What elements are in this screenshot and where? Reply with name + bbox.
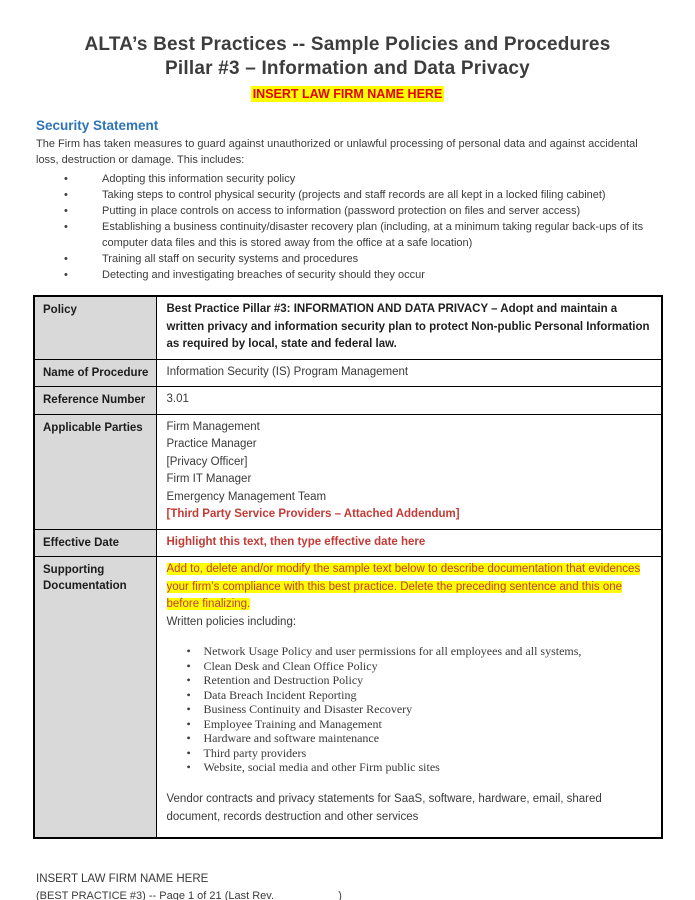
- written-policies-label: Written policies including:: [166, 615, 297, 628]
- row-supporting-documentation: [34, 557, 662, 838]
- document-title: [0, 33, 695, 81]
- policy-bullet-item: • Network Usage Policy and user permissions for all employees and all systems,: [187, 644, 652, 659]
- policy-table: [33, 295, 663, 839]
- row-value-procedure: Information Security (IS) Program Management: [156, 359, 662, 387]
- third-party-note: [Third Party Service Providers – Attached Addendum]: [166, 508, 460, 520]
- party-line: Practice Manager: [166, 438, 257, 450]
- row-applicable-parties: [34, 414, 662, 529]
- row-label-procedure: Name of Procedure: [34, 359, 156, 387]
- title-line-2: Pillar #3 – Information and Data Privacy: [165, 58, 530, 79]
- security-statement-heading: Security Statement: [36, 118, 159, 133]
- policy-bullet-item: • Website, social media and other Firm public sites: [187, 760, 652, 775]
- policy-bullet-item: • Business Continuity and Disaster Recovery: [187, 702, 652, 717]
- bullet-item: • Taking steps to control physical security (projects and staff records are all kept in a locked filing cabinet): [64, 187, 659, 203]
- bullet-item: • Establishing a business continuity/disaster recovery plan (including, at a minimum taking regular back-ups of its computer data files and this is stored away from the office at a safe location): [64, 219, 659, 251]
- party-line: Firm IT Manager: [166, 473, 252, 485]
- footer-page-info: (BEST PRACTICE #3) -- Page 1 of 21 (Last Rev. __________): [36, 889, 342, 900]
- row-value-supporting-documentation: [156, 557, 662, 838]
- policy-bullet-item: • Hardware and software maintenance: [187, 731, 652, 746]
- row-label-reference: Reference Number: [34, 387, 156, 415]
- bullet-item: • Detecting and investigating breaches of security should they occur: [64, 267, 659, 283]
- row-label-supporting-documentation: Supporting Documentation: [34, 557, 156, 838]
- title-line-1: ALTA’s Best Practices -- Sample Policies and Procedures: [84, 34, 611, 55]
- document-footer: [36, 871, 695, 900]
- row-value-reference: 3.01: [156, 387, 662, 415]
- policy-bullet-item: • Data Breach Incident Reporting: [187, 688, 652, 703]
- written-policies-list: [187, 644, 652, 775]
- bullet-item: • Adopting this information security policy: [64, 171, 659, 187]
- highlighted-instruction: Add to, delete and/or modify the sample text below to describe documentation that evidences your firm’s compliance with this best practice. Delete the preceding sentence and this one before finalizing.: [166, 563, 641, 610]
- row-policy: [34, 296, 662, 359]
- vendor-contracts-text: Vendor contracts and privacy statements for SaaS, software, hardware, email, shared document, records destruction and other services: [166, 792, 602, 823]
- bullet-item: • Training all staff on security systems and procedures: [64, 251, 659, 267]
- firm-name-placeholder: INSERT LAW FIRM NAME HERE: [252, 87, 443, 101]
- party-line: Firm Management: [166, 420, 260, 433]
- party-line: [Privacy Officer]: [166, 455, 248, 468]
- security-statement-section: [36, 118, 659, 283]
- supporting-instruction: [167, 561, 652, 614]
- row-label-policy: Policy: [34, 296, 156, 359]
- footer-firm-name: INSERT LAW FIRM NAME HERE: [36, 872, 209, 885]
- policy-bullet-item: • Third party providers: [187, 746, 652, 761]
- policy-bullet-item: • Retention and Destruction Policy: [187, 673, 652, 688]
- row-reference: [34, 387, 662, 415]
- party-line: Emergency Management Team: [166, 490, 327, 503]
- effective-date-placeholder: Highlight this text, then type effective date here: [166, 535, 426, 548]
- row-value-effective-date: [156, 529, 662, 557]
- policy-bullet-item: • Employee Training and Management: [187, 717, 652, 732]
- document-header: [0, 0, 695, 103]
- row-label-effective-date: Effective Date: [34, 529, 156, 557]
- row-value-applicable-parties: [156, 414, 662, 529]
- policy-bullet-item: • Clean Desk and Clean Office Policy: [187, 659, 652, 674]
- security-bullet-list: [64, 171, 659, 283]
- bullet-item: • Putting in place controls on access to information (password protection on files and server access): [64, 203, 659, 219]
- row-procedure: [34, 359, 662, 387]
- row-label-applicable-parties: Applicable Parties: [34, 414, 156, 529]
- policy-text: Best Practice Pillar #3: INFORMATION AND DATA PRIVACY – Adopt and maintain a written privacy and information security plan to protect Non-public Personal Information as required by local, state and federal law.: [166, 303, 650, 350]
- row-value-policy: [156, 296, 662, 359]
- row-effective-date: [34, 529, 662, 557]
- security-statement-intro: The Firm has taken measures to guard against unauthorized or unlawful processing of personal data and against accidental loss, destruction or damage. This includes:: [36, 138, 638, 166]
